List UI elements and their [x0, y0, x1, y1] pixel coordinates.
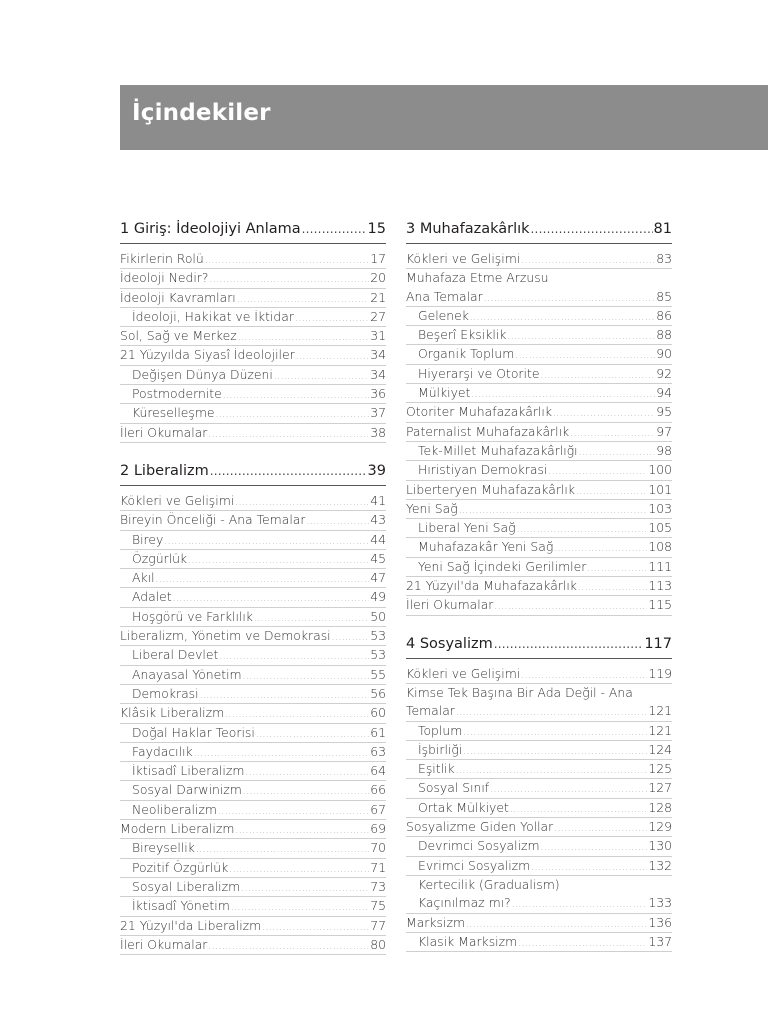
dot-leader [302, 218, 367, 240]
dot-leader [456, 762, 648, 780]
entry-page-number: 103 [648, 500, 672, 516]
entry-title: Gelenek [418, 307, 469, 323]
dot-leader [219, 648, 369, 666]
toc-entry[interactable] [120, 289, 386, 308]
dot-leader [531, 859, 647, 877]
entry-page-number: 94 [656, 385, 672, 401]
toc-entry[interactable] [120, 743, 386, 762]
entry-title: Ana Temalar [406, 288, 483, 304]
toc-entry[interactable] [120, 424, 386, 443]
entry-page-number: 121 [648, 722, 672, 738]
dot-leader [173, 590, 370, 608]
entry-page-number: 97 [656, 423, 672, 439]
toc-section [406, 218, 672, 616]
dot-leader [463, 743, 647, 761]
entry-page-number: 69 [370, 821, 386, 837]
dot-leader [576, 483, 647, 501]
dot-leader [235, 822, 369, 840]
dot-leader [471, 386, 655, 404]
entry-page-number: 73 [370, 878, 386, 894]
entry-title: İleri Okumalar [120, 936, 208, 952]
toc-entry[interactable] [120, 666, 386, 685]
entry-title: Kökleri ve Gelişimi [406, 665, 521, 681]
dot-leader [579, 444, 656, 462]
entry-title: Liberal Devlet [132, 647, 219, 663]
toc-entry[interactable] [406, 288, 672, 307]
dot-leader [194, 745, 370, 763]
entry-title: Faydacılık [132, 743, 193, 759]
entry-page-number: 130 [648, 838, 672, 854]
entry-title: Kaçınılmaz mı? [418, 895, 511, 911]
dot-leader [466, 916, 647, 934]
entry-page-number: 55 [370, 666, 386, 682]
entry-title: Özgürlük [132, 550, 188, 566]
entry-title: Modern Liberalizm [120, 821, 235, 837]
dot-leader [521, 667, 647, 685]
toc-entry[interactable] [120, 646, 386, 665]
entry-title: 21 Yüzyıl'da Liberalizm [120, 917, 262, 933]
toc-entry[interactable] [120, 327, 386, 346]
entry-page-number: 17 [370, 251, 386, 266]
entry-title: Neoliberalizm [132, 801, 217, 817]
dot-leader [208, 938, 369, 956]
entry-page-number: 31 [370, 328, 386, 344]
entry-page-number: 44 [370, 531, 386, 547]
toc-entry[interactable] [406, 250, 672, 269]
entry-title: Sol, Sağ ve Merkez [120, 328, 237, 344]
entry-title: Bireyin Önceliği - Ana Temalar [120, 512, 306, 528]
entry-title: Beşerî Eksiklik [418, 327, 507, 343]
entry-title: Yeni Sağ [406, 500, 458, 516]
entry-page-number: 85 [656, 288, 672, 304]
entry-page-number: 129 [648, 819, 672, 835]
toc-entry[interactable] [406, 558, 672, 577]
entry-title: Ortak Mülkiyet [418, 799, 509, 815]
entry-page-number: 90 [656, 346, 672, 362]
entry-page-number: 34 [370, 366, 386, 382]
entry-title: Sosyal Liberalizm [132, 878, 241, 894]
entry-page-number: 36 [370, 386, 386, 402]
dot-leader [515, 347, 655, 365]
entry-page-number: 125 [648, 761, 672, 777]
dot-leader [205, 252, 370, 270]
toc-entry[interactable] [120, 569, 386, 588]
dot-leader [587, 560, 647, 578]
entry-page-number: 60 [370, 705, 386, 721]
toc-entry[interactable] [120, 859, 386, 878]
toc-entry[interactable] [120, 724, 386, 743]
toc-entry[interactable] [120, 839, 386, 858]
dot-leader [470, 309, 655, 327]
dot-leader [512, 896, 648, 914]
toc-entry[interactable] [406, 837, 672, 856]
entry-title: Postmodernite [132, 386, 222, 402]
entry-title: İdeoloji, Hakikat ve İktidar [132, 308, 294, 324]
entry-title: Muhafazakâr Yeni Sağ [418, 539, 554, 555]
dot-leader [218, 803, 369, 821]
dot-leader [188, 552, 369, 570]
entry-title: Yeni Sağ İçindeki Gerilimler [418, 558, 587, 574]
toc-entry[interactable] [406, 326, 672, 345]
entry-page-number: 95 [656, 404, 672, 420]
dot-leader [229, 861, 369, 879]
dot-leader [521, 252, 655, 270]
toc-entry[interactable] [406, 684, 672, 702]
entry-page-number: 124 [648, 741, 672, 757]
toc-entry[interactable] [120, 936, 386, 955]
toc-column-right [406, 218, 672, 969]
entry-page-number: 80 [370, 936, 386, 952]
entry-page-number: 47 [370, 570, 386, 586]
chapter-heading[interactable] [406, 218, 672, 244]
dot-leader [548, 463, 647, 481]
entry-page-number: 61 [370, 724, 386, 740]
chapter-title: 3 Muhafazakârlık [406, 221, 530, 237]
dot-leader [208, 426, 369, 444]
dot-leader [459, 502, 648, 520]
entry-title: Demokrasi [132, 685, 199, 701]
toc-entry[interactable] [406, 461, 672, 480]
dot-leader [254, 610, 369, 628]
entry-title: Küreselleşme [132, 405, 215, 421]
entry-page-number: 115 [648, 597, 672, 613]
entry-page-number: 108 [648, 539, 672, 555]
entry-title: Paternalist Muhafazakârlık [406, 423, 570, 439]
entry-page-number: 38 [370, 424, 386, 440]
entry-page-number: 41 [370, 492, 386, 508]
toc-section [120, 460, 386, 955]
entry-page-number: 66 [370, 782, 386, 798]
toc-entry[interactable] [406, 345, 672, 364]
entry-title: Klasik Marksizm [418, 933, 518, 949]
dot-leader [238, 329, 369, 347]
toc-entry[interactable] [406, 779, 672, 798]
toc-entry[interactable] [120, 250, 386, 269]
entry-page-number: 34 [370, 347, 386, 363]
dot-leader [484, 290, 655, 308]
entry-title: Sosyal Darwinizm [132, 782, 242, 798]
toc-section [120, 218, 386, 443]
entry-page-number: 43 [370, 512, 386, 528]
dot-leader [231, 899, 369, 917]
entry-title: Hiyerarşi ve Otorite [418, 365, 540, 381]
entry-page-number: 45 [370, 550, 386, 566]
dot-leader [256, 726, 369, 744]
toc-entry[interactable] [406, 442, 672, 461]
dot-leader [518, 935, 647, 953]
entry-title: Marksizm [406, 914, 466, 930]
toc-entry[interactable] [120, 511, 386, 530]
entry-title: Otoriter Muhafazakârlık [406, 404, 552, 420]
toc-entry[interactable] [120, 492, 386, 511]
entry-title: Liberal Yeni Sağ [418, 520, 516, 536]
dot-leader [156, 571, 370, 589]
header-bar [120, 85, 768, 150]
dot-leader [225, 706, 369, 724]
chapter-page-number: 39 [367, 462, 386, 479]
dot-leader [510, 801, 648, 819]
toc-entry[interactable] [406, 933, 672, 952]
toc-entry[interactable] [120, 801, 386, 820]
toc-entry[interactable] [406, 741, 672, 760]
toc-entry[interactable] [406, 914, 672, 933]
entry-title: Devrimci Sosyalizm [418, 838, 540, 854]
entry-page-number: 132 [648, 857, 672, 873]
entry-page-number: 121 [648, 703, 672, 719]
toc-entry[interactable] [406, 307, 672, 326]
entry-page-number: 71 [370, 859, 386, 875]
toc-entry[interactable] [120, 550, 386, 569]
chapter-title: 4 Sosyalizm [406, 635, 493, 652]
chapter-page-number: 81 [653, 221, 672, 237]
toc-column-left [120, 218, 386, 972]
dot-leader [200, 687, 370, 705]
toc-entry[interactable] [120, 269, 386, 288]
entry-page-number: 67 [370, 801, 386, 817]
toc-entry[interactable] [120, 685, 386, 704]
entry-page-number: 27 [370, 308, 386, 324]
dot-leader [216, 406, 370, 424]
dot-leader [262, 919, 369, 937]
entry-title: İktisadî Liberalizm [132, 763, 245, 779]
entry-title: 21 Yüzyılda Siyasî İdeolojiler [120, 347, 295, 363]
dot-leader [274, 368, 369, 386]
toc-entry[interactable] [406, 384, 672, 403]
entry-title: Kökleri ve Gelişimi [120, 492, 235, 508]
toc-entry[interactable] [406, 538, 672, 557]
toc-entry[interactable] [120, 404, 386, 423]
chapter-page-number: 117 [644, 635, 672, 652]
entry-title: İdeoloji Kavramları [120, 289, 236, 305]
dot-leader [306, 513, 369, 531]
dot-leader [243, 668, 370, 686]
entry-page-number: 21 [370, 289, 386, 305]
toc-entry[interactable] [120, 820, 386, 839]
chapter-heading[interactable] [120, 460, 386, 486]
entry-title: Eşitlik [418, 761, 455, 777]
entry-page-number: 136 [648, 914, 672, 930]
entry-page-number: 133 [648, 895, 672, 911]
entry-page-number: 70 [370, 840, 386, 856]
entry-page-number: 137 [648, 933, 672, 949]
entry-page-number: 105 [648, 520, 672, 536]
toc-entry[interactable] [120, 346, 386, 365]
toc-entry[interactable] [120, 385, 386, 404]
entry-title: Kertecilik (Gradualism) [418, 876, 560, 892]
entry-title: Akıl [132, 570, 155, 586]
toc-section [406, 633, 672, 952]
toc-entry[interactable] [120, 917, 386, 936]
chapter-title: 2 Liberalizm [120, 462, 209, 479]
dot-leader [296, 348, 370, 366]
toc-entry[interactable] [406, 799, 672, 818]
dot-leader [554, 820, 647, 838]
entry-title: Hoşgörü ve Farklılık [132, 608, 253, 624]
entry-title: Kimse Tek Başına Bir Ada Değil - Ana [406, 684, 633, 700]
entry-page-number: 128 [648, 799, 672, 815]
entry-title: Hıristiyan Demokrasi [418, 462, 548, 478]
dot-leader [507, 328, 655, 346]
toc-entry[interactable] [406, 481, 672, 500]
toc-entry[interactable] [406, 269, 672, 287]
entry-page-number: 98 [656, 442, 672, 458]
dot-leader [494, 598, 647, 616]
entry-title: Fikirlerin Rolü [120, 251, 204, 266]
entry-title: Anayasal Yönetim [132, 666, 242, 682]
entry-title: Tek-Millet Muhafazakârlığı [418, 442, 578, 458]
entry-page-number: 127 [648, 780, 672, 796]
dot-leader [237, 291, 369, 309]
chapter-page-number: 15 [367, 221, 386, 237]
entry-page-number: 37 [370, 405, 386, 421]
toc-entry[interactable] [406, 760, 672, 779]
dot-leader [456, 704, 647, 722]
entry-page-number: 64 [370, 763, 386, 779]
entry-title: Temalar [406, 703, 455, 719]
toc-entry[interactable] [406, 423, 672, 442]
entry-title: İleri Okumalar [406, 597, 494, 613]
dot-leader [494, 633, 644, 655]
entry-page-number: 111 [648, 558, 672, 574]
dot-leader [196, 841, 369, 859]
dot-leader [541, 839, 648, 857]
chapter-title: 1 Giriş: İdeolojiyi Anlama [120, 221, 301, 237]
entry-title: Muhafaza Etme Arzusu [406, 270, 549, 286]
entry-page-number: 88 [656, 327, 672, 343]
dot-leader [463, 724, 647, 742]
dot-leader [209, 271, 369, 289]
entry-page-number: 113 [648, 578, 672, 594]
toc-entry[interactable] [120, 608, 386, 627]
dot-leader [235, 494, 369, 512]
toc-entry[interactable] [120, 308, 386, 327]
entry-title: Organik Toplum [418, 346, 515, 362]
dot-leader [554, 540, 647, 558]
toc-entry[interactable] [406, 519, 672, 538]
dot-leader [241, 880, 369, 898]
toc-entry[interactable] [406, 894, 672, 913]
toc-entry[interactable] [120, 878, 386, 897]
entry-page-number: 92 [656, 365, 672, 381]
entry-title: Pozitif Özgürlük [132, 859, 229, 875]
toc-entry[interactable] [406, 702, 672, 721]
entry-title: Liberalizm, Yönetim ve Demokrasi [120, 628, 331, 644]
toc-entry[interactable] [120, 627, 386, 646]
entry-title: Mülkiyet [418, 385, 471, 401]
entry-page-number: 86 [656, 307, 672, 323]
dot-leader [243, 783, 369, 801]
entry-title: Toplum [418, 722, 463, 738]
toc-entry[interactable] [406, 722, 672, 741]
dot-leader [490, 781, 647, 799]
entry-title: İktisadî Yönetim [132, 898, 230, 914]
page-title: İçindekiler [132, 100, 271, 126]
entry-title: İdeoloji Nedir? [120, 270, 209, 286]
dot-leader [540, 367, 655, 385]
toc-entry[interactable] [406, 596, 672, 615]
entry-title: 21 Yüzyıl'da Muhafazakârlık [406, 578, 577, 594]
chapter-heading[interactable] [406, 633, 672, 659]
toc-entry[interactable] [406, 876, 672, 894]
dot-leader [245, 764, 369, 782]
entry-page-number: 20 [370, 270, 386, 286]
entry-page-number: 50 [370, 608, 386, 624]
entry-title: Klâsik Liberalizm [120, 705, 225, 721]
dot-leader [295, 310, 369, 328]
toc-entry[interactable] [406, 818, 672, 837]
entry-page-number: 63 [370, 743, 386, 759]
toc-entry[interactable] [406, 500, 672, 519]
dot-leader [210, 460, 367, 482]
toc-entry[interactable] [406, 577, 672, 596]
toc-entry[interactable] [120, 781, 386, 800]
toc-entry[interactable] [120, 897, 386, 916]
entry-title: Değişen Dünya Düzeni [132, 366, 273, 382]
entry-title: Adalet [132, 589, 172, 605]
toc-entry[interactable] [406, 403, 672, 422]
toc-entry[interactable] [406, 365, 672, 384]
entry-page-number: 119 [648, 665, 672, 681]
dot-leader [570, 425, 655, 443]
toc-entry[interactable] [120, 531, 386, 550]
entry-title: Birey [132, 531, 164, 547]
toc-entry[interactable] [406, 665, 672, 684]
entry-page-number: 49 [370, 589, 386, 605]
entry-page-number: 83 [656, 251, 672, 266]
entry-title: Liberteryen Muhafazakârlık [406, 481, 575, 497]
entry-title: İşbirliği [418, 741, 463, 757]
toc-entry[interactable] [120, 366, 386, 385]
dot-leader [578, 579, 647, 597]
entry-title: Sosyal Sınıf [418, 780, 490, 796]
entry-page-number: 53 [370, 647, 386, 663]
entry-title: Sosyalizme Giden Yollar [406, 819, 554, 835]
toc-entry[interactable] [120, 762, 386, 781]
entry-title: Evrimci Sosyalizm [418, 857, 531, 873]
toc-entry[interactable] [406, 857, 672, 876]
toc-entry[interactable] [120, 704, 386, 723]
toc-entry[interactable] [120, 588, 386, 607]
entry-page-number: 77 [370, 917, 386, 933]
entry-page-number: 100 [648, 462, 672, 478]
entry-page-number: 75 [370, 898, 386, 914]
entry-page-number: 56 [370, 685, 386, 701]
dot-leader [531, 218, 653, 240]
dot-leader [223, 387, 370, 405]
chapter-heading[interactable] [120, 218, 386, 244]
entry-title: Bireysellik [132, 840, 195, 856]
dot-leader [332, 629, 370, 647]
entry-title: Doğal Haklar Teorisi [132, 724, 255, 740]
entry-title: İleri Okumalar [120, 424, 208, 440]
entry-page-number: 53 [370, 628, 386, 644]
entry-page-number: 101 [648, 481, 672, 497]
dot-leader [164, 533, 369, 551]
dot-leader [553, 405, 655, 423]
dot-leader [517, 521, 648, 539]
entry-title: Kökleri ve Gelişimi [406, 251, 521, 266]
